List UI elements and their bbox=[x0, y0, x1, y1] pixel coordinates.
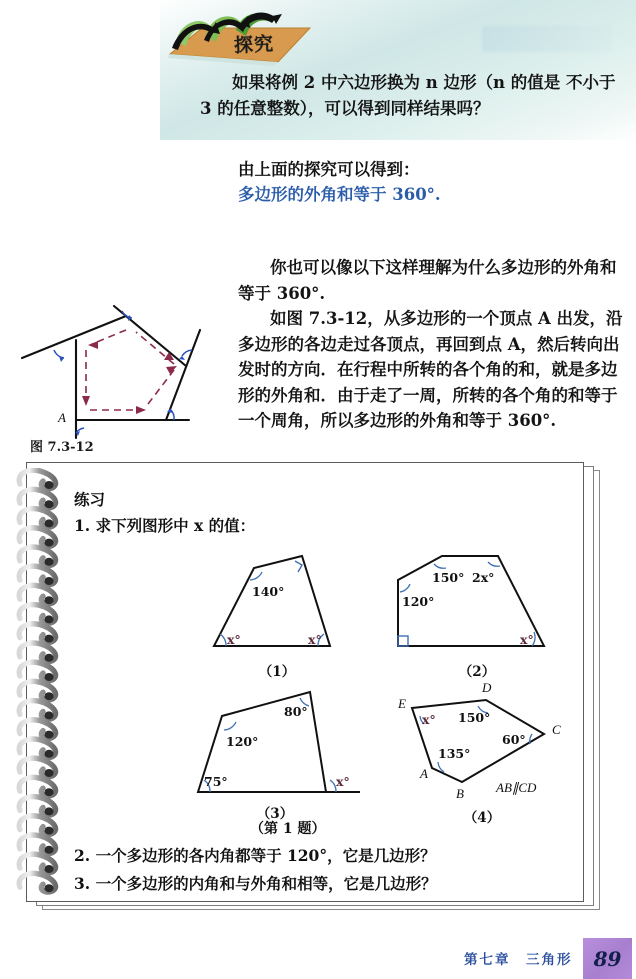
page-number-badge bbox=[583, 938, 632, 979]
paragraph-1: 你也可以像以下这样理解为什么多边形的外角和等于 360°. bbox=[238, 258, 617, 303]
exercise-figure-2-label: （2） bbox=[458, 664, 496, 680]
footer-chapter-label: 第七章 三角形 bbox=[464, 952, 573, 968]
svg-text:120°: 120° bbox=[402, 594, 435, 609]
spiral-binding-icon bbox=[14, 468, 72, 902]
exercise-content bbox=[72, 472, 572, 896]
exercise-question-3: 3. 一个多边形的内角和与外角和相等，它是几边形？ bbox=[74, 874, 437, 893]
exercise-figure-3 bbox=[180, 674, 370, 816]
exercise-question-1-caption: （第 1 题） bbox=[250, 821, 326, 837]
exercise-figure-1-label: （1） bbox=[258, 664, 296, 680]
svg-text:x°: x° bbox=[227, 632, 241, 647]
svg-text:B: B bbox=[456, 786, 464, 801]
svg-text:x°: x° bbox=[308, 632, 322, 647]
svg-text:x°: x° bbox=[520, 632, 534, 647]
figure-7-3-12 bbox=[14, 288, 214, 448]
page-number: 89 bbox=[593, 946, 622, 971]
inquiry-title: 探究 bbox=[233, 32, 275, 58]
exercise-figure-4-label: （4） bbox=[463, 810, 501, 826]
svg-text:75°: 75° bbox=[204, 774, 228, 789]
exercise-figure-2 bbox=[384, 534, 570, 666]
exercise-question-1: 1. 求下列图形中 x 的值： bbox=[74, 516, 256, 535]
inquiry-line-2: 不小于 3 的任意整数），可以得到同样结果吗？ bbox=[200, 73, 616, 118]
svg-text:2x°: 2x° bbox=[472, 570, 495, 585]
figure-vertex-label-a: A bbox=[58, 410, 66, 425]
svg-text:135°: 135° bbox=[438, 746, 471, 761]
svg-text:80°: 80° bbox=[284, 704, 308, 719]
exercise-heading: 练习 bbox=[74, 490, 106, 509]
lead-in-text: 由上面的探究可以得到： bbox=[238, 160, 420, 179]
exercise-figure-3-label: （3） bbox=[256, 806, 294, 822]
exercise-panel bbox=[26, 462, 600, 910]
svg-text:150°: 150° bbox=[432, 570, 465, 585]
svg-text:C: C bbox=[552, 722, 561, 737]
page-footer bbox=[0, 938, 636, 979]
conclusion-statement: 多边形的外角和等于 360°. bbox=[238, 185, 441, 204]
exercise-figure-1 bbox=[192, 534, 362, 666]
exercise-figure-4-note: AB∥CD bbox=[496, 780, 537, 795]
figure-7-3-12-caption: 图 7.3-12 bbox=[30, 440, 94, 455]
exercise-question-2: 2. 一个多边形的各内角都等于 120°，它是几边形？ bbox=[74, 846, 436, 865]
inquiry-line-1: 如果将例 2 中六边形换为 n 边形（n 的值是 bbox=[232, 73, 561, 92]
svg-text:D: D bbox=[482, 680, 492, 695]
svg-text:60°: 60° bbox=[502, 732, 526, 747]
svg-text:120°: 120° bbox=[226, 734, 259, 749]
svg-text:150°: 150° bbox=[458, 710, 491, 725]
svg-text:E: E bbox=[398, 696, 406, 711]
inquiry-box bbox=[160, 0, 636, 140]
inquiry-question bbox=[200, 70, 620, 122]
svg-text:x°: x° bbox=[336, 774, 350, 789]
paragraph-2: 如图 7.3-12，从多边形的一个顶点 A 出发，沿多边形的各边走过各顶点，再回到点 A，然后转向出发时的方向．在行程中所转的各个角的和，就是多边形的外角和．由于走了一周，所转的各个角的和等于一个周角，所以多边形的外角和等于 360°. bbox=[238, 309, 623, 430]
svg-text:140°: 140° bbox=[252, 584, 285, 599]
exercise-figure-4 bbox=[382, 674, 582, 816]
svg-text:x°: x° bbox=[422, 712, 436, 727]
svg-text:A: A bbox=[420, 766, 428, 781]
